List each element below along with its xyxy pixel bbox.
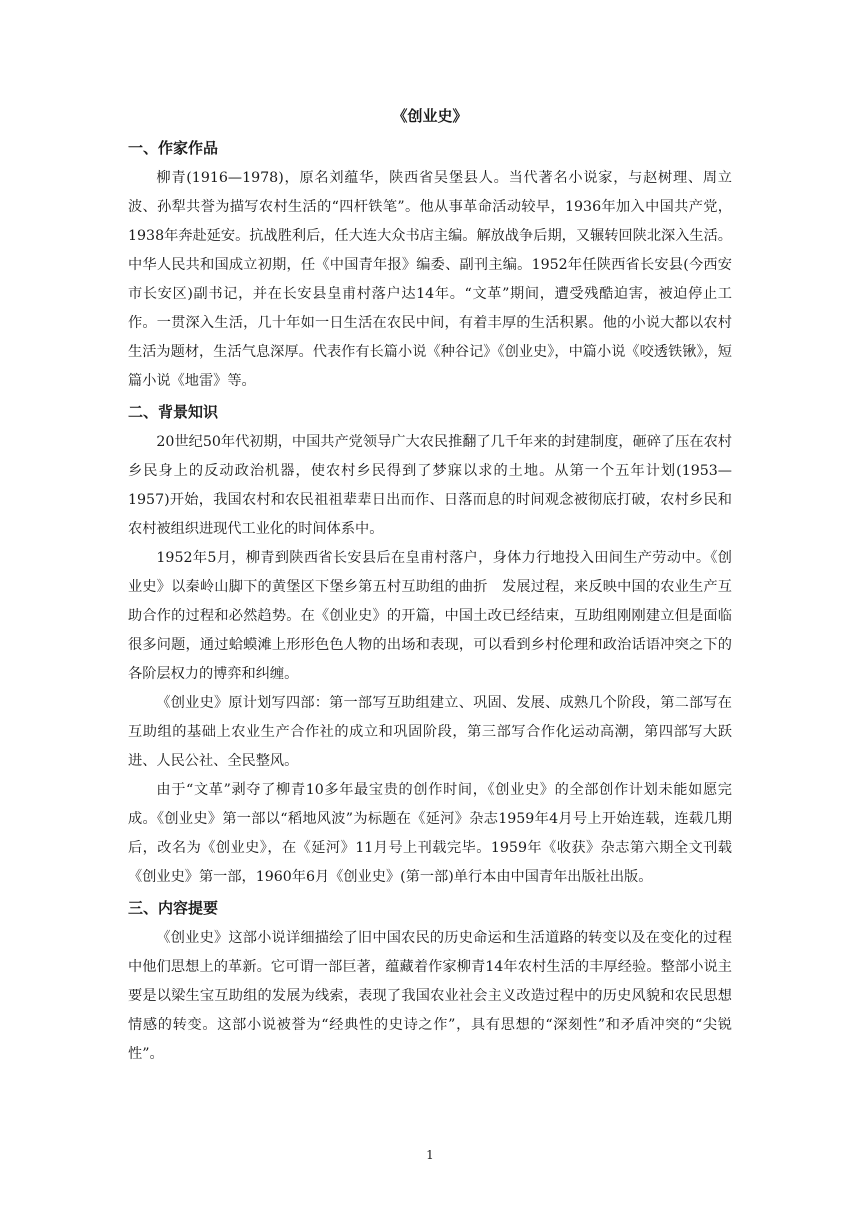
paragraph: 《创业史》原计划写四部：第一部写互助组建立、巩固、发展、成熟几个阶段，第二部写在互助组的基础上农业生产合作社的成立和巩固阶段，第三部写合作化运动高潮，第四部写大跃进、人民公社、全民整风。 — [128, 695, 732, 769]
document-title: 《创业史》 — [392, 107, 468, 125]
paragraph: 由于“文革”剥夺了柳青10多年最宝贵的创作时间，《创业史》的全部创作计划未能如愿完成。《创业史》第一部以“稻地风波”为标题在《延河》杂志1959年4月号上开始连载，连载几期后，改名为《创业史》，在《延河》11月号上刊载完毕。1959年《收获》杂志第六期全文刊载《创业史》第一部，1960年6月《创业史》(第一部)单行本由中国青年出版社出版。 — [128, 782, 732, 885]
paragraph: 20世纪50年代初期，中国共产党领导广大农民推翻了几千年来的封建制度，砸碎了压在农村乡民身上的反动政治机器，使农村乡民得到了梦寐以求的土地。从第一个五年计划(1953—1957)开始，我国农村和农民祖祖辈辈日出而作、日落而息的时间观念被彻底打破，农村乡民和农村被组织进现代工业化的时间体系中。 — [128, 434, 732, 537]
section-heading: 一、作家作品 — [128, 139, 219, 157]
section-heading: 三、内容提要 — [128, 899, 219, 917]
section-heading: 二、背景知识 — [128, 403, 219, 421]
page-number: 1 — [426, 1148, 434, 1162]
section-author-works — [128, 136, 732, 396]
section-summary — [128, 896, 732, 1069]
section-background — [128, 400, 732, 892]
paragraph: 1952年5月，柳青到陕西省长安县后在皇甫村落户，身体力行地投入田间生产劳动中。《创业史》以秦岭山脚下的黄堡区下堡乡第五村互助组的曲折 发展过程，来反映中国的农业生产互助合作的过程和必然趋势。在《创业史》的开篇，中国土改已经结束，互助组刚刚建立但是面临很多问题，通过蛤蟆滩上形形色色人物的出场和表现，可以看到乡村伦理和政治话语冲突之下的各阶层权力的博弈和纠缠。 — [128, 550, 732, 682]
paragraph: 柳青(1916—1978)，原名刘蕴华，陕西省吴堡县人。当代著名小说家，与赵树理、周立波、孙犁共誉为描写农村生活的“四杆铁笔”。他从事革命活动较早，1936年加入中国共产党，1938年奔赴延安。抗战胜利后，任大连大众书店主编。解放战争后期，又辗转回陕北深入生活。中华人民共和国成立初期，任《中国青年报》编委、副刊主编。1952年任陕西省长安县(今西安市长安区)副书记，并在长安县皇甫村落户达14年。“文革”期间，遭受残酷迫害，被迫停止工作。一贯深入生活，几十年如一日生活在农民中间，有着丰厚的生活积累。他的小说大都以农村生活为题材，生活气息深厚。代表作有长篇小说《种谷记》《创业史》，中篇小说《咬透铁锹》，短篇小说《地雷》等。 — [128, 170, 732, 389]
paragraph: 《创业史》这部小说详细描绘了旧中国农民的历史命运和生活道路的转变以及在变化的过程中他们思想上的革新。它可谓一部巨著，蕴藏着作家柳青14年农村生活的丰厚经验。整部小说主要是以梁生宝互助组的发展为线索，表现了我国农业社会主义改造过程中的历史风貌和农民思想情感的转变。这部小说被誉为“经典性的史诗之作”，具有思想的“深刻性”和矛盾冲突的“尖锐性”。 — [128, 930, 732, 1062]
